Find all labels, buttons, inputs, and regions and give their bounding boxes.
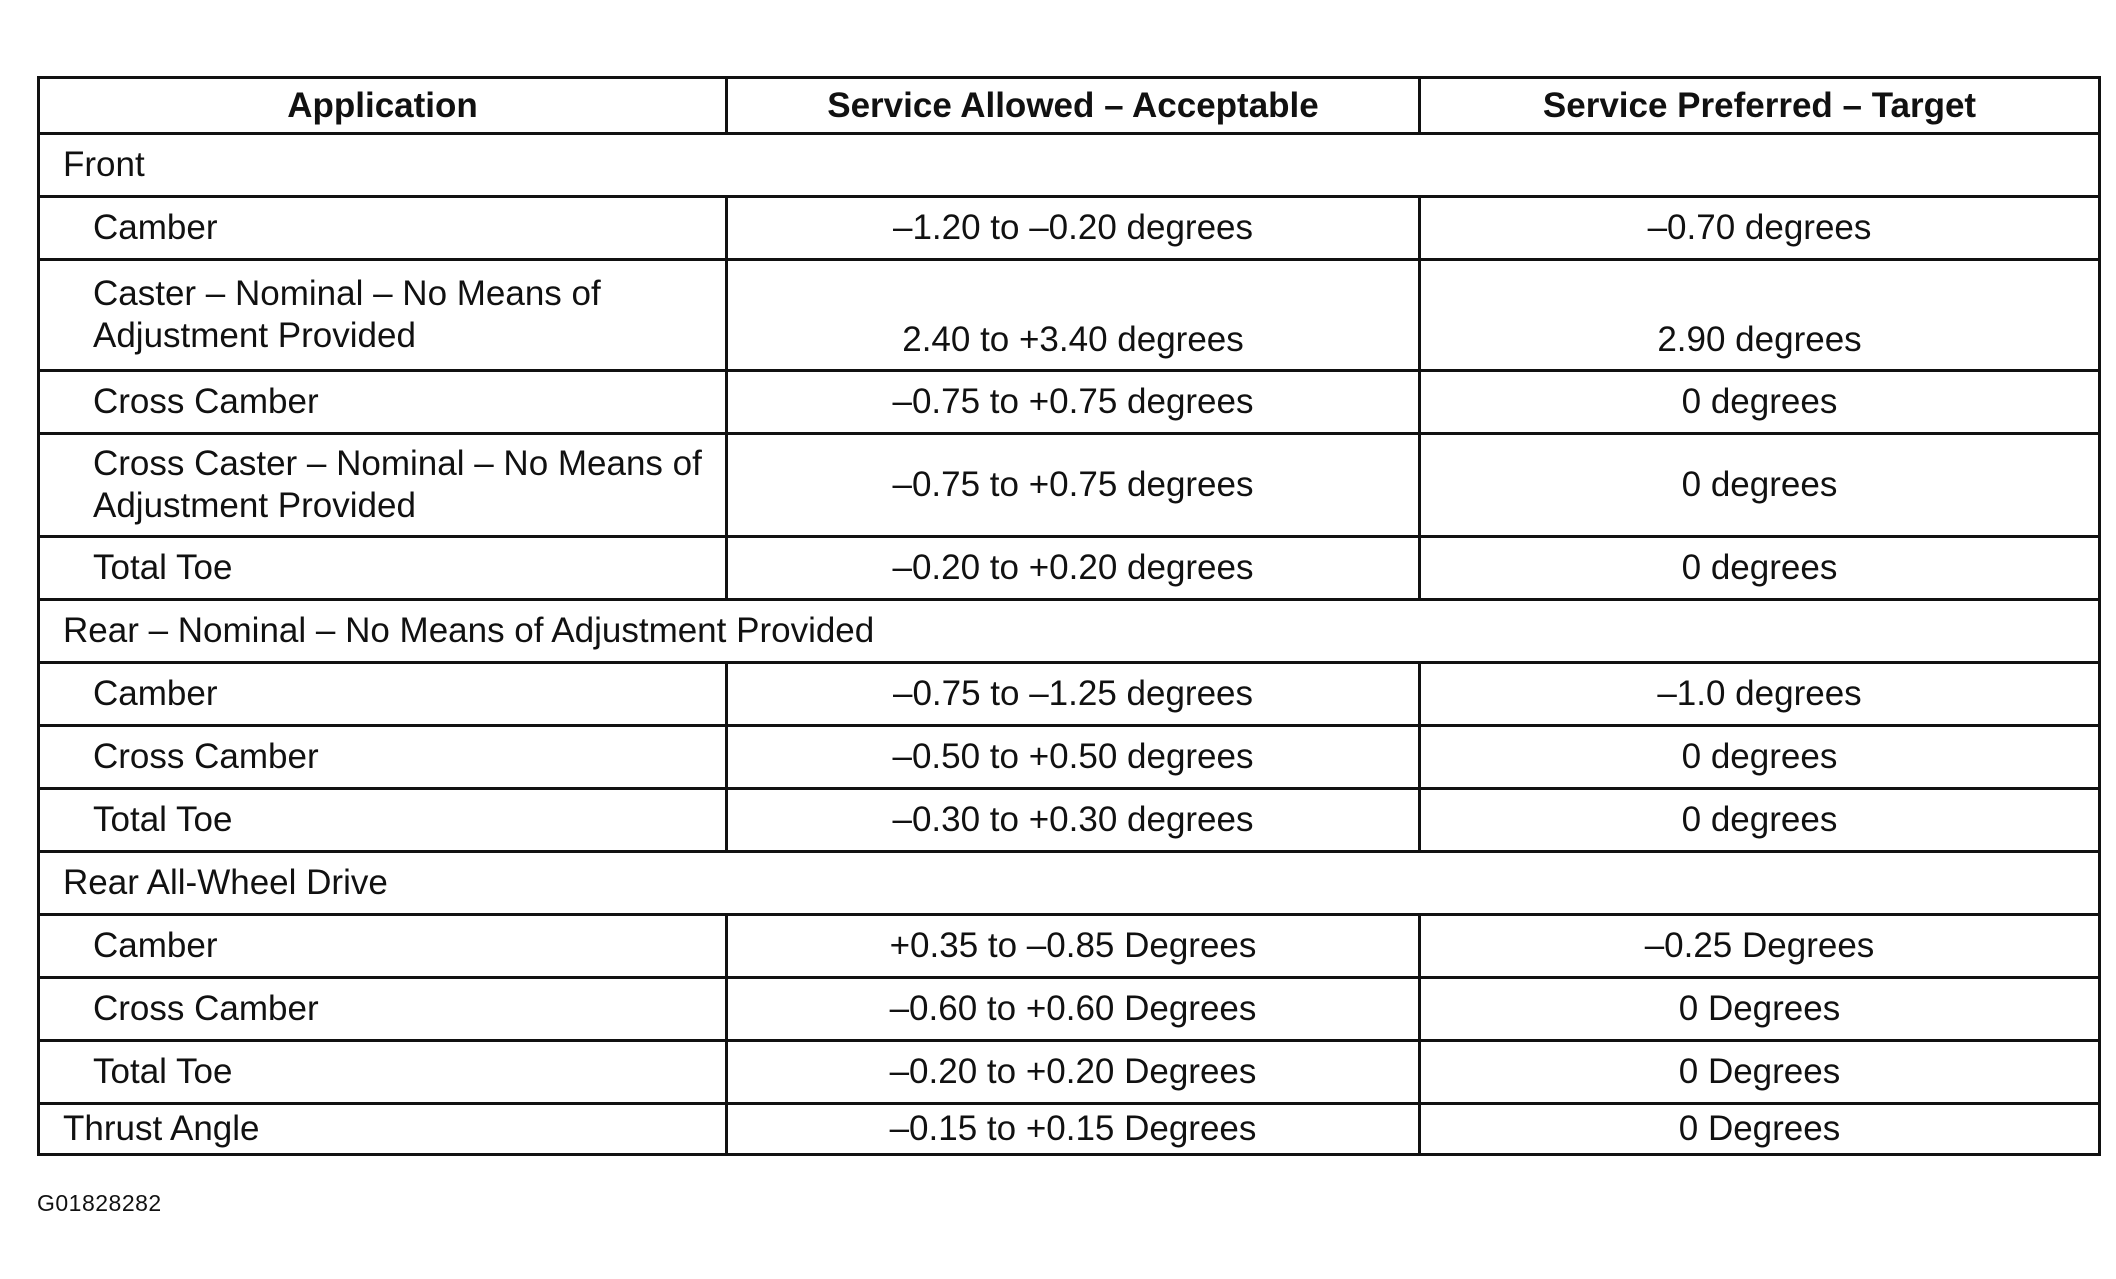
allowed-value-cell: –0.20 to +0.20 degrees (727, 537, 1420, 600)
allowed-value-cell: –0.30 to +0.30 degrees (727, 789, 1420, 852)
preferred-value-cell: –1.0 degrees (1420, 663, 2100, 726)
preferred-value-cell: 0 Degrees (1420, 1104, 2100, 1155)
preferred-value-cell: 2.90 degrees (1420, 260, 2100, 371)
table-row (39, 789, 2100, 852)
table-row (39, 663, 2100, 726)
application-cell: Cross Camber (39, 371, 727, 434)
table-row (39, 371, 2100, 434)
table-row (39, 260, 2100, 371)
application-cell: Thrust Angle (39, 1104, 727, 1155)
figure-id-label: G01828282 (37, 1190, 162, 1216)
allowed-value-cell: –0.15 to +0.15 Degrees (727, 1104, 1420, 1155)
preferred-value-cell: 0 degrees (1420, 537, 2100, 600)
preferred-value-cell: 0 degrees (1420, 726, 2100, 789)
allowed-value-cell: –0.75 to +0.75 degrees (727, 434, 1420, 537)
application-cell: Camber (39, 915, 727, 978)
preferred-value-cell: 0 Degrees (1420, 1041, 2100, 1104)
application-cell: Camber (39, 663, 727, 726)
allowed-value-cell: –1.20 to –0.20 degrees (727, 197, 1420, 260)
table-row (39, 1104, 2100, 1155)
preferred-value-cell: 0 Degrees (1420, 978, 2100, 1041)
allowed-value-cell: –0.75 to –1.25 degrees (727, 663, 1420, 726)
table-row (39, 537, 2100, 600)
allowed-value-cell: –0.20 to +0.20 Degrees (727, 1041, 1420, 1104)
table-row (39, 197, 2100, 260)
table-row (39, 978, 2100, 1041)
application-cell: Caster – Nominal – No Means of Adjustment Provided (39, 260, 727, 371)
application-cell: Cross Caster – Nominal – No Means of Adjustment Provided (39, 434, 727, 537)
application-cell: Camber (39, 197, 727, 260)
section-label-rear-awd: Rear All-Wheel Drive (39, 852, 2100, 915)
application-cell: Cross Camber (39, 726, 727, 789)
section-label-front: Front (39, 134, 2100, 197)
preferred-value-cell: –0.25 Degrees (1420, 915, 2100, 978)
allowed-value-cell: –0.50 to +0.50 degrees (727, 726, 1420, 789)
table-row (39, 1041, 2100, 1104)
table-header-row (39, 78, 2100, 134)
allowed-value-cell: –0.75 to +0.75 degrees (727, 371, 1420, 434)
section-row-front (39, 134, 2100, 197)
preferred-value-cell: 0 degrees (1420, 371, 2100, 434)
allowed-value-cell: 2.40 to +3.40 degrees (727, 260, 1420, 371)
table-row (39, 915, 2100, 978)
allowed-value-cell: +0.35 to –0.85 Degrees (727, 915, 1420, 978)
application-cell: Total Toe (39, 789, 727, 852)
preferred-value-cell: –0.70 degrees (1420, 197, 2100, 260)
column-header-service-allowed: Service Allowed – Acceptable (727, 78, 1420, 134)
alignment-spec-table (37, 76, 2101, 1156)
section-row-rear (39, 600, 2100, 663)
table-row (39, 726, 2100, 789)
application-cell: Total Toe (39, 1041, 727, 1104)
application-cell: Cross Camber (39, 978, 727, 1041)
column-header-application: Application (39, 78, 727, 134)
section-label-rear: Rear – Nominal – No Means of Adjustment Provided (39, 600, 2100, 663)
table-row (39, 434, 2100, 537)
section-row-rear-awd (39, 852, 2100, 915)
allowed-value-cell: –0.60 to +0.60 Degrees (727, 978, 1420, 1041)
application-cell: Total Toe (39, 537, 727, 600)
column-header-service-preferred: Service Preferred – Target (1420, 78, 2100, 134)
preferred-value-cell: 0 degrees (1420, 789, 2100, 852)
preferred-value-cell: 0 degrees (1420, 434, 2100, 537)
